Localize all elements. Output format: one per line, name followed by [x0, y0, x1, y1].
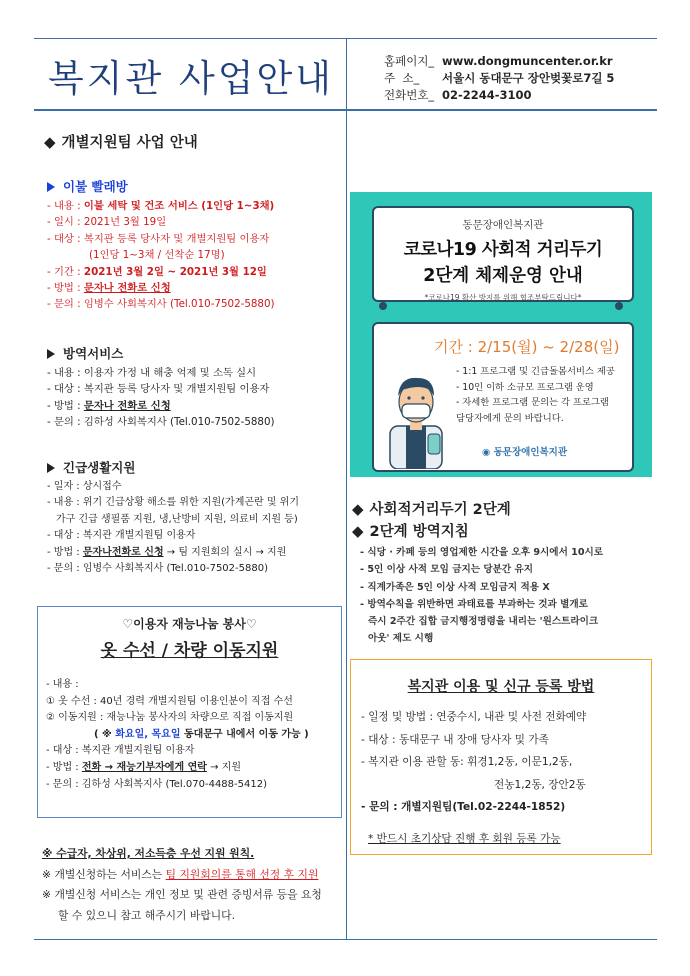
registration-line-schedule: - 일정 및 방법 : 연중수시, 내관 및 사전 전화예약: [361, 711, 587, 723]
section-title-individual-support: [44, 131, 198, 152]
laundry-line-target: - 대상 : 복지관 등록 당사자 및 개별지원팀 이용자: [47, 232, 270, 245]
quarantine-title-text: 방역서비스: [63, 346, 124, 361]
emergency-line-date: - 일자 : 상시접수: [47, 481, 122, 492]
phone-value: 02-2244-3100: [442, 88, 532, 102]
laundry-line-period: [47, 264, 337, 280]
poster-peg: [379, 302, 387, 310]
volunteer-box: [37, 606, 342, 818]
quarantine-l3-val: 문자나 전화로 신청: [83, 399, 171, 412]
address-label: 주 소_: [384, 71, 420, 85]
quarantine-line-contact: - 문의 : 김하성 사회복지사 (Tel.010-7502-5880): [47, 416, 275, 429]
distancing-line-3: - 직계가족은 5인 이상 사적 모임금지 적용 X: [360, 581, 550, 593]
diamond-icon: ◆: [352, 522, 364, 540]
distancing-line-4: - 방역수칙을 위반하면 과태료를 부과하는 것과 별개로: [360, 598, 588, 610]
emergency-block: [47, 458, 339, 577]
laundry-l5-val: 문자나 전화로 신청: [83, 282, 171, 295]
volunteer-line-content: - 내용 :: [46, 679, 79, 690]
contact-info: [384, 53, 614, 104]
volunteer-l4-post: 동대문구 내에서 이동 가능 ): [180, 728, 309, 740]
poster-item-1: - 1:1 프로그램 및 긴급돌봄서비스 제공: [456, 366, 615, 377]
poster-title-1: 코로나19 사회적 거리두기: [403, 240, 603, 260]
emergency-line-target: - 대상 : 복지관 개별지원팀 이용자: [47, 530, 196, 542]
homepage-link[interactable]: www.dongmuncenter.or.kr: [442, 54, 613, 68]
registration-line-target: - 대상 : 동대문구 내 장애 당사자 및 가족: [361, 733, 549, 746]
logo-icon: ◉: [482, 447, 491, 458]
quarantine-line-method: [47, 398, 337, 414]
laundry-items: [47, 198, 337, 313]
distancing-title-2: [352, 521, 511, 543]
poster-title-2: 2단계 체제운영 안내: [423, 266, 583, 286]
laundry-l1-val: 이불 세탁 및 건조 서비스 (1인당 1~3채): [83, 200, 275, 212]
volunteer-line-repair: ① 옷 수선 : 40년 경력 개별지원팀 이용인분이 직접 수선: [46, 695, 293, 707]
poster-info-card: [372, 322, 634, 472]
distancing-items: [360, 544, 654, 648]
laundry-l5-pre: - 방법 :: [47, 282, 84, 295]
volunteer-l4-days: 화요일, 목요일: [115, 728, 181, 740]
diamond-icon: ◆: [44, 133, 56, 151]
quarantine-l3-pre: - 방법 :: [47, 399, 84, 412]
registration-items: [361, 706, 651, 819]
registration-line-districts: - 복지관 이용 관할 동: 휘경1,2동, 이문1,2동,: [361, 756, 573, 768]
note-documents-b: 할 수 있으니 참고 해주시기 바랍니다.: [58, 908, 236, 922]
poster-list: [456, 364, 615, 426]
distancing-line-1: [360, 544, 654, 561]
distancing-title: [352, 499, 511, 543]
triangle-icon: [47, 463, 55, 473]
volunteer-l6-pre: - 방법 :: [46, 761, 82, 773]
emergency-l4-post: → 팀 지원회의 실시 → 지원: [163, 546, 287, 558]
laundry-l4-val: 2021년 3월 2일 ~ 2021년 3월 12일: [83, 265, 267, 278]
volunteer-subtitle: ♡이용자 재능나눔 봉사♡: [122, 617, 257, 631]
volunteer-line-contact: - 문의 : 김하성 사회복지사 (Tel.070-4488-5412): [46, 778, 267, 790]
volunteer-line-days: [46, 727, 341, 744]
section-title-text: 개별지원팀 사업 안내: [61, 135, 198, 151]
distancing-title-1-text: 사회적거리두기 2단계: [369, 502, 511, 518]
quarantine-items: [47, 365, 337, 431]
covid-poster: [350, 192, 652, 477]
poster-item-2: - 10인 이하 소규모 프로그램 운영: [456, 381, 594, 393]
emergency-items: [47, 479, 339, 577]
diamond-icon: ◆: [352, 500, 364, 518]
page-title: 복지관 사업안내: [48, 57, 334, 100]
laundry-line-method: [47, 280, 337, 296]
poster-period: 기간 : 2/15(월) ~ 2/28(일): [434, 338, 620, 356]
address-value: 서울시 동대문구 장안벚꽃로7길 5: [442, 71, 615, 85]
volunteer-line-method: [46, 760, 341, 777]
laundry-l1-pre: - 내용 :: [47, 200, 84, 212]
distancing-line-2: - 5인 이상 사적 모임 금지는 당분간 유지: [360, 564, 534, 576]
laundry-block: [47, 177, 337, 313]
emergency-l4-val: 문자나전화로 신청: [82, 546, 164, 558]
masked-person-illustration: [380, 364, 452, 469]
poster-logo-text: 동문장애인복지관: [493, 447, 568, 458]
note-priority-text: ※ 수급자, 차상위, 저소득층 우선 지원 원칙.: [42, 847, 255, 860]
volunteer-l6-post: → 지원: [206, 761, 241, 773]
emergency-title: [47, 458, 339, 476]
volunteer-title: 옷 수선 / 차량 이동지원: [100, 641, 279, 661]
registration-line-contact: - 문의 : 개별지원팀(Tel.02-2244-1852): [361, 801, 566, 813]
registration-box: [350, 659, 652, 855]
quarantine-line-target: - 대상 : 복지관 등록 당사자 및 개별지원팀 이용자: [47, 383, 270, 396]
quarantine-title: [47, 344, 337, 362]
note-selection: [42, 865, 342, 886]
poster-peg: [615, 302, 623, 310]
emergency-line-contact: - 문의 : 임병수 사회복지사 (Tel.010-7502-5880): [47, 563, 268, 575]
emergency-line-content-b: 가구 긴급 생필품 지원, 냉,난방비 지원, 의료비 지원 등): [56, 513, 298, 525]
distancing-line-4c: 아웃' 제도 시행: [368, 633, 434, 645]
poster-item-3: - 자세한 프로그램 문의는 각 프로그램: [456, 397, 609, 408]
volunteer-l4-pre: ( ※: [94, 728, 116, 740]
column-divider: [346, 38, 347, 940]
registration-title: 복지관 이용 및 신규 등록 방법: [407, 679, 595, 695]
distancing-line-4b: 즉시 2주간 집합 금지행정명령을 내리는 '원스트라이크: [368, 616, 599, 628]
laundry-line-target-b: (1인당 1~3채 / 선착순 17명): [89, 249, 225, 262]
phone-label: 전화번호_: [384, 88, 435, 102]
note-documents: ※ 개별신청 서비스는 개인 정보 및 관련 증빙서류 등을 요청: [42, 888, 322, 901]
laundry-line-date: - 일시 : 2021년 3월 19일: [47, 216, 167, 229]
volunteer-line-transport: ② 이동지원 : 재능나눔 봉사자의 차량으로 직접 이동지원: [46, 712, 294, 724]
triangle-icon: [47, 182, 55, 192]
volunteer-line-target: - 대상 : 복지관 개별지원팀 이용자: [46, 745, 195, 757]
homepage-label: 홈페이지_: [384, 54, 435, 68]
emergency-l4-pre: - 방법 :: [47, 546, 83, 558]
distancing-l1-pre: - 식당 · 카페 등의 영업제한 시간을: [360, 547, 512, 558]
emergency-line-content: - 내용 : 위기 긴급상황 해소를 위한 지원(가계곤란 및 위기: [47, 497, 300, 509]
note-priority: [42, 844, 342, 865]
triangle-icon: [47, 349, 55, 359]
quarantine-line-content: - 내용 : 이용자 가정 내 해충 억제 및 소독 실시: [47, 367, 257, 379]
note-selection-pre: ※ 개별신청하는 서비스는: [42, 867, 166, 881]
registration-note: * 반드시 초기상담 진행 후 회원 등록 가능: [368, 832, 561, 845]
laundry-line-content: [47, 198, 337, 214]
laundry-title-text: 이불 빨래방: [63, 179, 128, 194]
laundry-title: [47, 177, 337, 195]
notes: [42, 844, 342, 926]
emergency-line-method: [47, 545, 339, 561]
poster-logo: [482, 444, 567, 458]
poster-org: 동문장애인복지관: [462, 219, 544, 231]
poster-note: *코로나19 확산 방지를 위해 협조부탁드립니다*: [424, 293, 582, 302]
quarantine-block: [47, 344, 337, 431]
poster-item-3b: 담당자에게 문의 바랍니다.: [456, 412, 564, 424]
distancing-title-1: [352, 499, 511, 521]
laundry-l4-pre: - 기간 :: [47, 265, 84, 278]
poster-header-card: [372, 206, 634, 302]
volunteer-l6-val: 전화 → 재능기부자에게 연락: [81, 761, 207, 773]
distancing-title-2-text: 2단계 방역지침: [369, 524, 469, 540]
emergency-title-text: 긴급생활지원: [63, 460, 136, 475]
registration-line-districts-b: 전농1,2동, 장안2동: [494, 778, 586, 791]
laundry-line-contact: - 문의 : 임병수 사회복지사 (Tel.010-7502-5880): [47, 298, 275, 311]
note-selection-val: 팀 지원회의를 통해 선정 후 지원: [165, 867, 319, 881]
distancing-l1-val: 오후 9시에서 10시로: [511, 547, 604, 558]
volunteer-items: [46, 677, 341, 793]
